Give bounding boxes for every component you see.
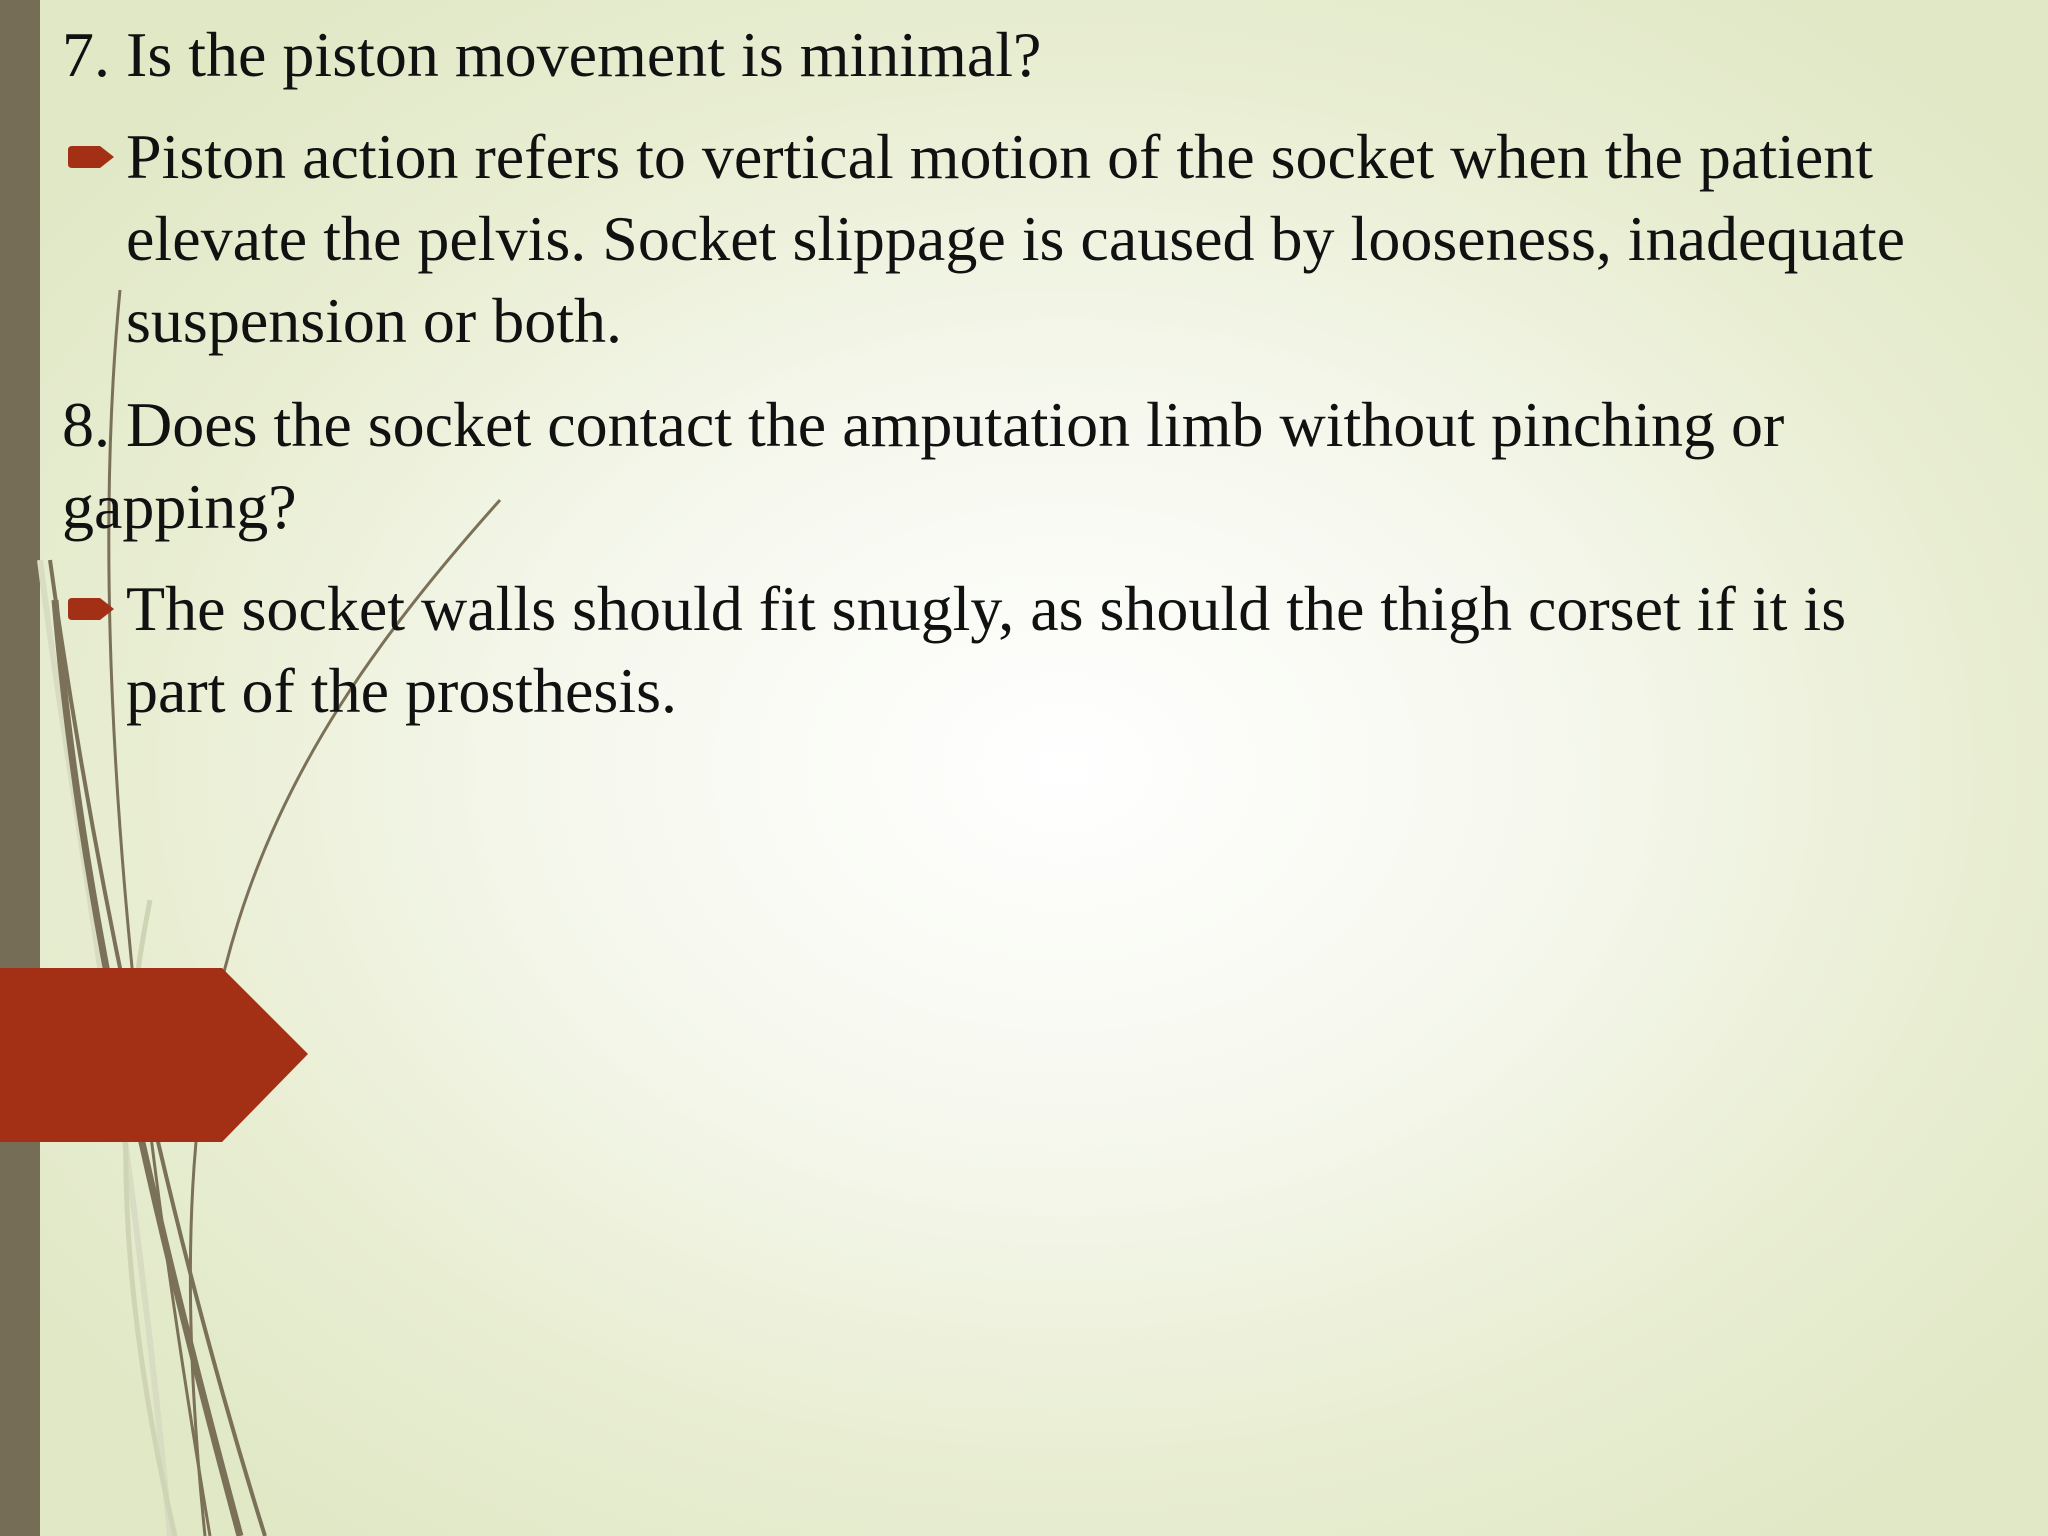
question-7 [62,14,2022,96]
question-8-line: 8. Does the socket contact the amputation limb without pinching or [62,389,1785,460]
arrow-bullet-icon [66,142,118,172]
arrow-bullet-icon [66,594,118,624]
answer-7-line: Piston action refers to vertical motion of the socket when the patient [126,121,1874,192]
question-8-line: gapping? [62,471,297,542]
answer-8 [62,568,2022,732]
answer-7-line: suspension or both. [126,285,622,356]
answer-7-line: elevate the pelvis. Socket slippage is caused by looseness, inadequate [126,203,1906,274]
answer-8-line: part of the prosthesis. [126,655,677,726]
question-7-line: 7. Is the piston movement is minimal? [62,19,1042,90]
answer-8-line: The socket walls should fit snugly, as should the thigh corset if it is [126,573,1847,644]
slide-content [62,14,2022,754]
answer-7 [62,116,2022,362]
question-8 [62,384,2022,548]
red-chevron-shape [0,968,308,1142]
